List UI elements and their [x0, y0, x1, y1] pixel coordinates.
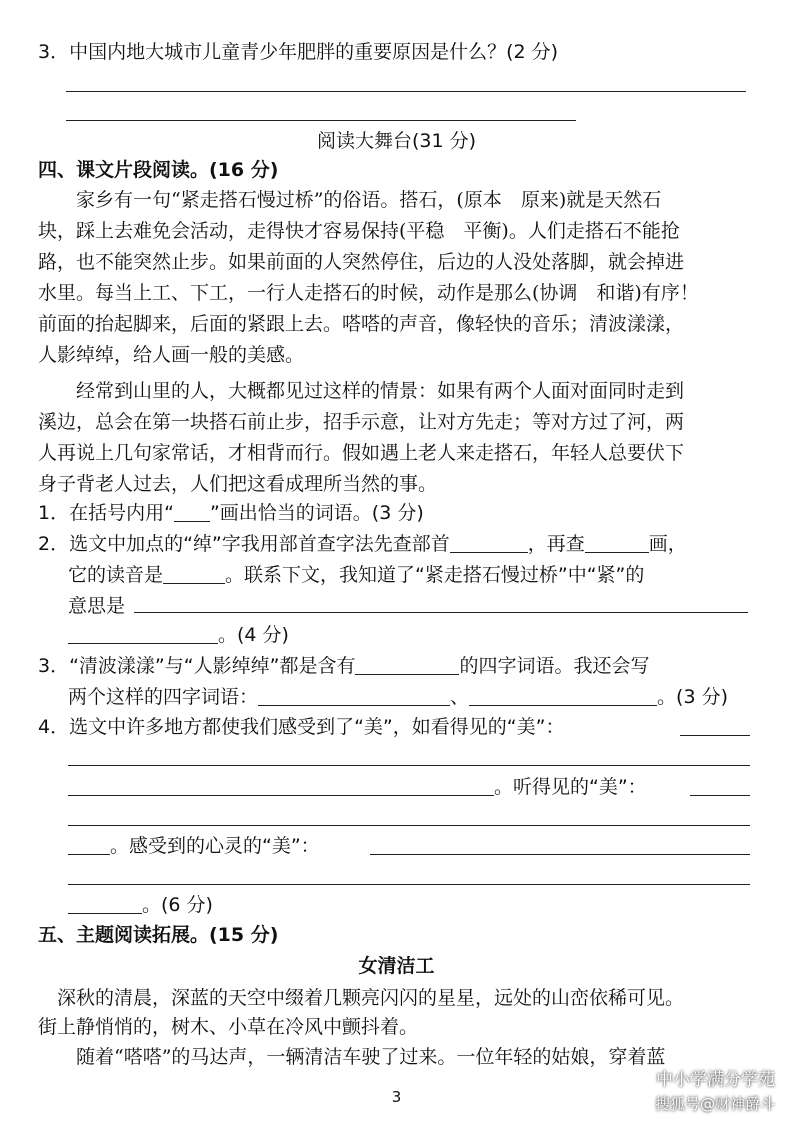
passage-line: 水里。每当上工、下工，一行人走搭石的时候，动作是那么(协调 和谐)有序！ — [38, 282, 699, 304]
q2-radical-blank[interactable] — [450, 532, 528, 553]
q3-text: 。(3 分) — [657, 686, 728, 708]
part4-title: 四、课文片段阅读。(16 分) — [38, 159, 279, 181]
question-4-line-1 — [0, 713, 793, 741]
answer-line[interactable] — [68, 884, 750, 885]
q2-meaning-blank[interactable] — [68, 623, 218, 644]
q3-text: 、 — [450, 686, 470, 708]
answer-line[interactable] — [68, 765, 750, 766]
passage-line: 人再说上几句家常话，才相背而行。假如遇上老人来走搭石，年轻人总要伏下 — [38, 442, 685, 464]
q3-text: 3．“清波漾漾”与“人影绰绰”都是含有 — [38, 655, 356, 677]
question-2-line-1 — [0, 530, 793, 558]
passage-line: 路，也不能突然止步。如果前面的人突然停住，后边的人没处落脚，就会掉进 — [38, 251, 685, 273]
q2-text: 意思是 — [68, 595, 126, 617]
page-number: 3 — [391, 1088, 402, 1106]
passage-line: 经常到山里的人，大概都见过这样的情景：如果有两个人面对面同时走到 — [38, 380, 685, 402]
q4-text: 。(6 分) — [142, 894, 213, 916]
wechat-icon — [632, 1071, 652, 1087]
passage-line: 块，踩上去难免会活动，走得快才容易保持(平稳 平衡)。人们走搭石不能抢 — [38, 220, 680, 242]
answer-line[interactable] — [690, 795, 750, 796]
section-title: 阅读大舞台(31 分) — [316, 130, 477, 152]
watermark — [632, 1068, 775, 1116]
question-3-prev: 3．中国内地大城市儿童青少年肥胖的重要原因是什么？(2 分) — [38, 41, 559, 63]
passage-line: 溪边，总会在第一块搭石前止步，招手示意，让对方先走；等对方过了河，两 — [38, 411, 685, 433]
q3-word-blank-2[interactable] — [469, 685, 657, 706]
story-line: 深秋的清晨，深蓝的天空中缀着几颗亮闪闪的星星，远处的山峦依稀可见。 — [38, 987, 685, 1009]
watermark-line-1 — [632, 1068, 775, 1092]
q4-text: 。感受到的心灵的“美”： — [110, 835, 320, 857]
answer-line[interactable] — [66, 120, 576, 121]
watermark-line-2: 搜狐号@财神爵斗 — [654, 1095, 775, 1113]
question-2-line-3 — [0, 592, 793, 620]
question-4-line-7 — [0, 891, 793, 919]
answer-line[interactable] — [134, 612, 748, 613]
answer-line[interactable] — [68, 825, 750, 826]
q4-blank[interactable] — [68, 893, 142, 914]
answer-line[interactable] — [370, 854, 750, 855]
part5-title: 五、主题阅读拓展。(15 分) — [38, 924, 279, 946]
story-line: 随着“嗒嗒”的马达声，一辆清洁车驶了过来。一位年轻的姑娘，穿着蓝 — [38, 1046, 666, 1068]
question-3-line-2 — [0, 683, 793, 711]
answer-line[interactable] — [66, 91, 746, 92]
q4-text: 。听得见的“美”： — [494, 776, 647, 798]
passage-line: 前面的抬起脚来，后面的紧跟上去。嗒嗒的声音，像轻快的音乐；清波漾漾， — [38, 313, 685, 335]
question-1 — [0, 499, 793, 527]
question-2-line-2 — [0, 561, 793, 589]
q1-text-a: 1．在括号内用“ — [38, 502, 174, 524]
question-3-line-1 — [0, 652, 793, 680]
q1-blank[interactable] — [174, 501, 210, 522]
q3-blank[interactable] — [355, 654, 459, 675]
passage-line: 身子背老人过去，人们把这看成理所当然的事。 — [38, 473, 438, 495]
question-4-line-3 — [0, 773, 793, 801]
q2-text: 2．选文中加点的“绰”字我用部首查字法先查部首 — [38, 533, 450, 555]
q2-pinyin-blank[interactable] — [163, 563, 225, 584]
q1-text-b: ”画出恰当的词语。(3 分) — [209, 502, 424, 524]
q2-text: 。(4 分) — [218, 624, 289, 646]
q4-blank[interactable] — [68, 834, 110, 855]
q2-text: 它的读音是 — [68, 564, 164, 586]
answer-line[interactable] — [680, 735, 750, 736]
passage-line: 人影绰绰，给人画一般的美感。 — [38, 344, 305, 366]
question-2-line-4 — [0, 621, 793, 649]
q4-text: 4．选文中许多地方都使我们感受到了“美”，如看得见的“美”： — [38, 716, 565, 738]
q2-strokes-blank[interactable] — [585, 532, 649, 553]
passage-line: 家乡有一句“紧走搭石慢过桥”的俗语。搭石，(原本 原来)就是天然石 — [38, 189, 662, 211]
story-title: 女清洁工 — [358, 955, 435, 977]
q2-text: 。联系下文，我知道了“紧走搭石慢过桥”中“紧”的 — [225, 564, 645, 586]
q4-blank[interactable] — [68, 775, 494, 796]
q2-text: ，再查 — [527, 533, 585, 555]
q3-text: 的四字词语。我还会写 — [459, 655, 650, 677]
watermark-text: 中小学满分学苑 — [656, 1070, 775, 1090]
q3-text: 两个这样的四字词语： — [68, 686, 259, 708]
q2-text: 画， — [648, 533, 687, 555]
question-4-line-5 — [0, 832, 793, 860]
q3-word-blank-1[interactable] — [258, 685, 450, 706]
story-line: 街上静悄悄的，树木、小草在冷风中颤抖着。 — [38, 1016, 419, 1038]
